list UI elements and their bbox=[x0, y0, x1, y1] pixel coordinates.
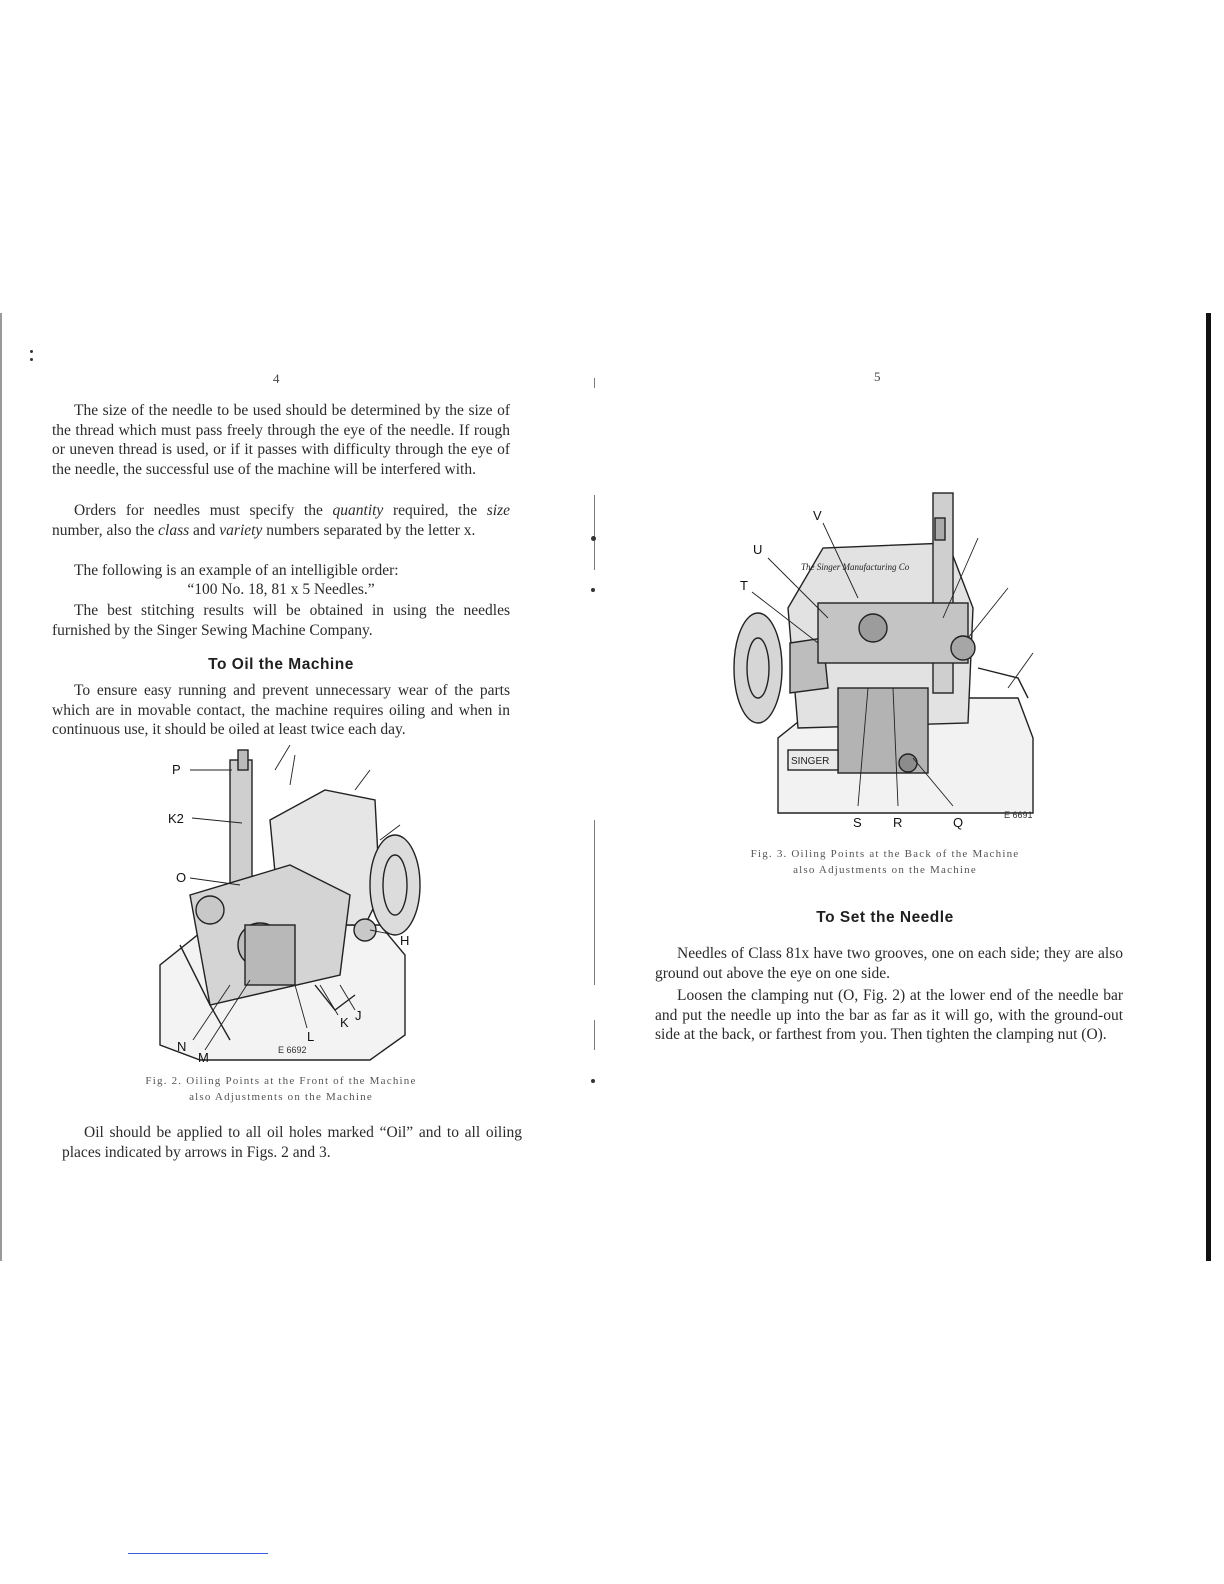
fig2-label-m: M bbox=[198, 1050, 209, 1065]
paragraph-text: Needles of Class 81x have two grooves, one on each side; they are also ground out above the eye on one side. bbox=[655, 945, 1123, 982]
fig3-caption bbox=[655, 846, 1115, 878]
scan-right-edge bbox=[1206, 313, 1211, 1261]
fig2-label-n: N bbox=[177, 1039, 187, 1054]
emphasis-quantity: quantity bbox=[332, 502, 384, 519]
caption-line: Fig. 2. Oiling Points at the Front of the Machine bbox=[145, 1075, 417, 1087]
text-run: Orders for needles must specify the bbox=[74, 502, 333, 519]
fig2-label-o: O bbox=[176, 870, 187, 885]
paragraph-text: The best stitching results will be obtained in using the needles furnished by the Singer Sewing Machine Company. bbox=[52, 602, 510, 639]
figure-2-front-machine bbox=[150, 745, 430, 1070]
scan-speck bbox=[591, 1079, 595, 1083]
fig2-caption bbox=[52, 1073, 510, 1105]
fig2-code: E 6692 bbox=[278, 1045, 307, 1055]
fig3-label-t: T bbox=[740, 578, 748, 593]
scan-blue-line bbox=[128, 1553, 268, 1554]
scan-speck bbox=[30, 358, 33, 361]
gutter-mark bbox=[594, 1020, 595, 1050]
paragraph-oil-holes bbox=[62, 1123, 522, 1162]
caption-line: also Adjustments on the Machine bbox=[793, 864, 977, 876]
fig3-label-q: Q bbox=[953, 815, 964, 830]
paragraph-text: The size of the needle to be used should be determined by the size of the thread which must pass freely through the eye of the needle. If rough or uneven thread is used, or if it passes with difficulty through the eye of the needle, the successful use of the machine will be interfered with. bbox=[52, 402, 510, 478]
page-number-left: 4 bbox=[273, 371, 280, 386]
order-example: “100 No. 18, 81 x 5 Needles.” bbox=[187, 581, 375, 598]
paragraph-needle-size bbox=[52, 401, 510, 479]
page-number-right: 5 bbox=[874, 369, 881, 384]
caption-line: also Adjustments on the Machine bbox=[189, 1091, 373, 1103]
paragraph-clamping-nut bbox=[655, 986, 1123, 1045]
scan-speck bbox=[591, 588, 595, 592]
figure-3-back-machine bbox=[728, 488, 1048, 833]
fig2-label-l: L bbox=[307, 1029, 315, 1044]
emphasis-class: class bbox=[158, 521, 190, 539]
scan-speck bbox=[30, 350, 33, 353]
heading-oil-machine: To Oil the Machine bbox=[208, 656, 354, 673]
figure-2-drawing bbox=[150, 745, 430, 1070]
heading-set-needle: To Set the Needle bbox=[816, 909, 954, 926]
text-run: number, also the bbox=[52, 521, 159, 539]
gutter-mark bbox=[594, 495, 595, 570]
figure-3-drawing bbox=[728, 488, 1048, 833]
fig3-label-u: U bbox=[753, 542, 763, 557]
paragraph-text: To ensure easy running and prevent unnecessary wear of the parts which are in movable contact, the machine requires oiling and when in continuous use, it should be oiled at least twice each day. bbox=[52, 682, 510, 738]
fig3-label-v: V bbox=[813, 508, 822, 523]
fig3-code: E 6691 bbox=[1004, 810, 1033, 820]
fig3-base-plate: SINGER bbox=[791, 756, 830, 767]
text-run: and bbox=[189, 521, 220, 539]
scan-speck bbox=[591, 536, 596, 541]
gutter-mark bbox=[594, 820, 595, 985]
fig2-label-k: K bbox=[340, 1015, 349, 1030]
text-run: numbers separated by the letter x. bbox=[262, 521, 476, 539]
fig2-label-k2: K2 bbox=[168, 811, 184, 826]
paragraph-needle-grooves bbox=[655, 944, 1123, 983]
text-run: required, the bbox=[383, 502, 487, 519]
scan-left-edge bbox=[0, 313, 2, 1261]
paragraph-needle-orders bbox=[52, 501, 510, 540]
fig2-label-j: J bbox=[355, 1008, 362, 1023]
emphasis-variety: variety bbox=[219, 521, 263, 539]
gutter-mark bbox=[594, 378, 595, 388]
fig3-label-r: R bbox=[893, 815, 903, 830]
emphasis-size: size bbox=[486, 502, 510, 519]
fig3-label-s: S bbox=[853, 815, 862, 830]
paragraph-text: Loosen the clamping nut (O, Fig. 2) at the lower end of the needle bar and put the needle up into the bar as far as it will go, with the ground-out side at the back, or farthest from you. Then tighten the clamping nut (O). bbox=[655, 987, 1123, 1043]
paragraph-order-intro bbox=[52, 561, 510, 581]
fig3-brand-plate: The Singer Manufacturing Co bbox=[801, 562, 910, 572]
paragraph-best-results bbox=[52, 601, 510, 640]
fig2-label-p: P bbox=[172, 762, 181, 777]
paragraph-text: Oil should be applied to all oil holes marked “Oil” and to all oiling places indicated by arrows in Figs. 2 and 3. bbox=[62, 1124, 522, 1161]
caption-line: Fig. 3. Oiling Points at the Back of the Machine bbox=[750, 848, 1020, 860]
fig2-label-h: H bbox=[400, 933, 410, 948]
paragraph-text: The following is an example of an intelligible order: bbox=[74, 562, 399, 579]
paragraph-oiling bbox=[52, 681, 510, 740]
